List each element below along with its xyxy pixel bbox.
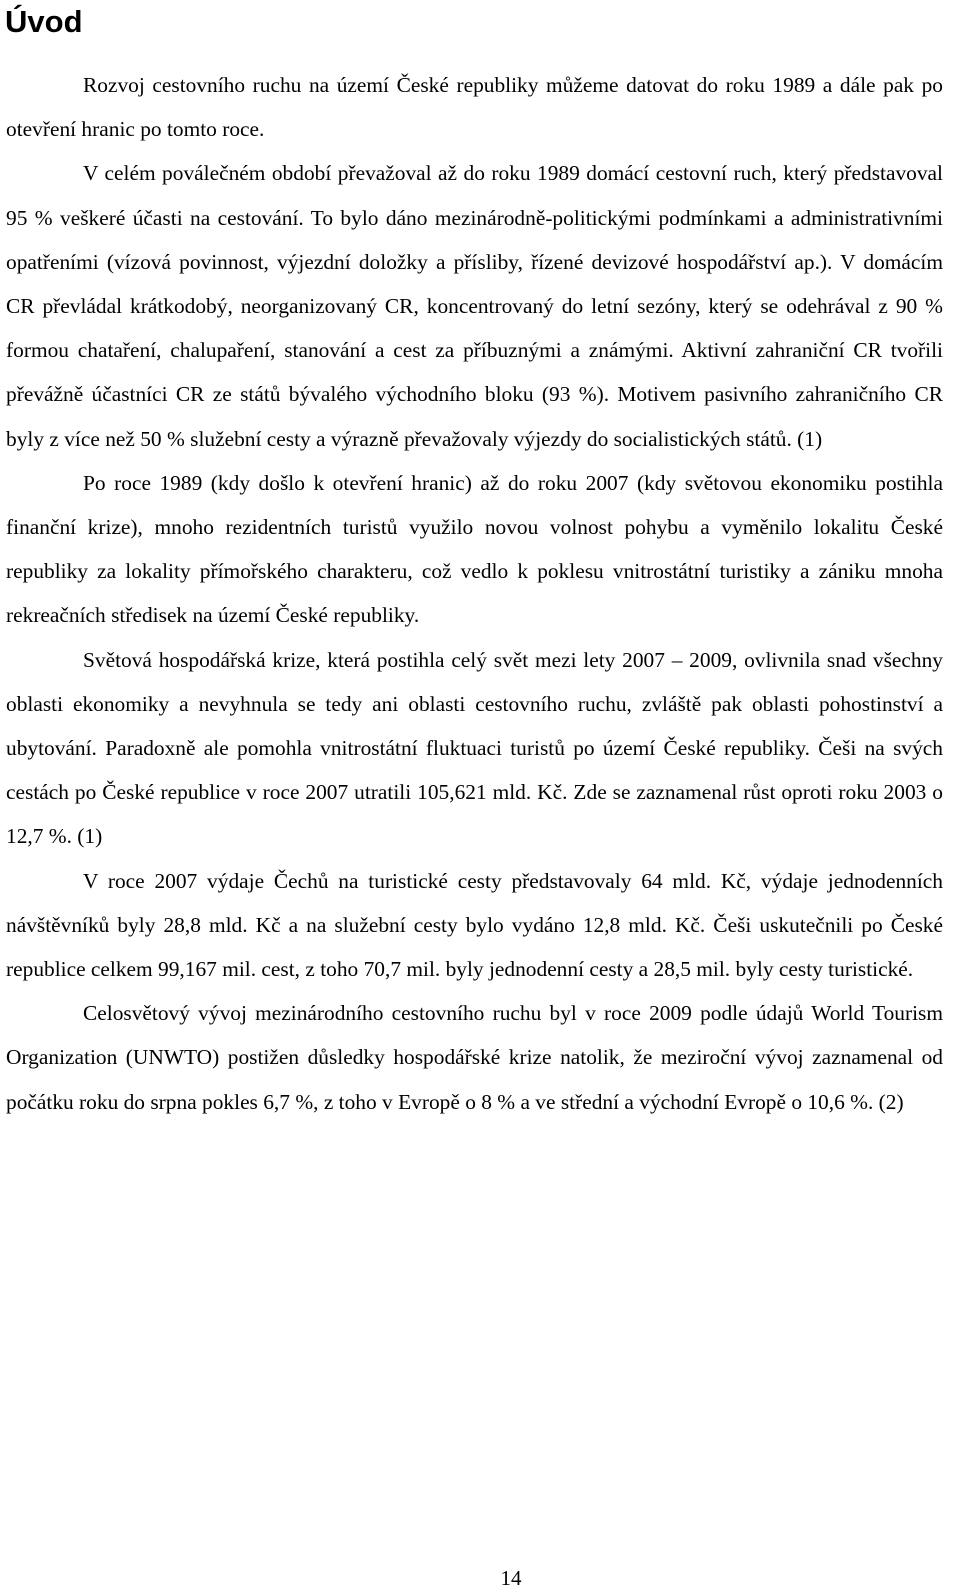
paragraph-world-crisis: Světová hospodářská krize, která postihla celý svět mezi lety 2007 – 2009, ovlivnila snad všechny oblasti ekonomiky a nevyhnula se tedy ani oblasti cestovního ruchu, zvláště pak oblasti pohostinství a ubytování. Paradoxně ale pomohla vnitrostátní fluktuaci turistů po území České republiky. Češi na svých cestách po České republice v roce 2007 utratili 105,621 mld. Kč. Zde se zaznamenal růst oproti roku 2003 o 12,7 %. (1) [6, 647, 943, 849]
paragraph-intro: Rozvoj cestovního ruchu na území České republiky můžeme datovat do roku 1989 a dále pak po otevření hranic po tomto roce. [6, 73, 943, 142]
paragraph-unwto-2009: Celosvětový vývoj mezinárodního cestovního ruchu byl v roce 2009 podle údajů World Tourism Organization (UNWTO) postižen důsledky hospodářské krize natolik, že meziroční vývoj zaznamenal od počátku roku do srpna pokles 6,7 %, z toho v Evropě o 8 % a ve střední a východní Evropě o 10,6 %. (2) [6, 1001, 943, 1114]
paragraph-expenses-2007: V roce 2007 výdaje Čechů na turistické cesty představovaly 64 mld. Kč, výdaje jednodenních návštěvníků byly 28,8 mld. Kč a na služební cesty bylo vydáno 12,8 mld. Kč. Češi uskutečnili po České republice celkem 99,167 mil. cest, z toho 70,7 mil. byly jednodenní cesty a 28,5 mil. byly cesty turistické. [6, 868, 943, 982]
paragraph-after-1989: Po roce 1989 (kdy došlo k otevření hranic) až do roku 2007 (kdy světovou ekonomiku postihla finanční krize), mnoho rezidentních turistů využilo novou volnost pohybu a vyměnilo lokalitu České republiky za lokality přímořského charakteru, což vedlo k poklesu vnitrostátní turistiky a zániku mnoha rekreačních středisek na území České republiky. [6, 470, 943, 628]
page-title: Úvod [5, 4, 83, 39]
page-number: 14 [500, 1566, 522, 1590]
body-text [6, 63, 943, 1124]
paragraph-postwar: V celém poválečném období převažoval až do roku 1989 domácí cestovní ruch, který představoval 95 % veškeré účasti na cestování. To bylo dáno mezinárodně-politickými podmínkami a administrativními opatřeními (vízová povinnost, výjezdní doložky a přísliby, řízené devizové hospodářství ap.). V domácím CR převládal krátkodobý, neorganizovaný CR, koncentrovaný do letní sezóny, který se odehrával z 90 % formou chataření, chalupaření, stanování a cest za příbuznými a známými. Aktivní zahraniční CR tvořili převážně účastníci CR ze států bývalého východního bloku (93 %). Motivem pasivního zahraničního CR byly z více než 50 % služební cesty a výrazně převažovaly výjezdy do socialistických států. (1) [6, 161, 943, 451]
